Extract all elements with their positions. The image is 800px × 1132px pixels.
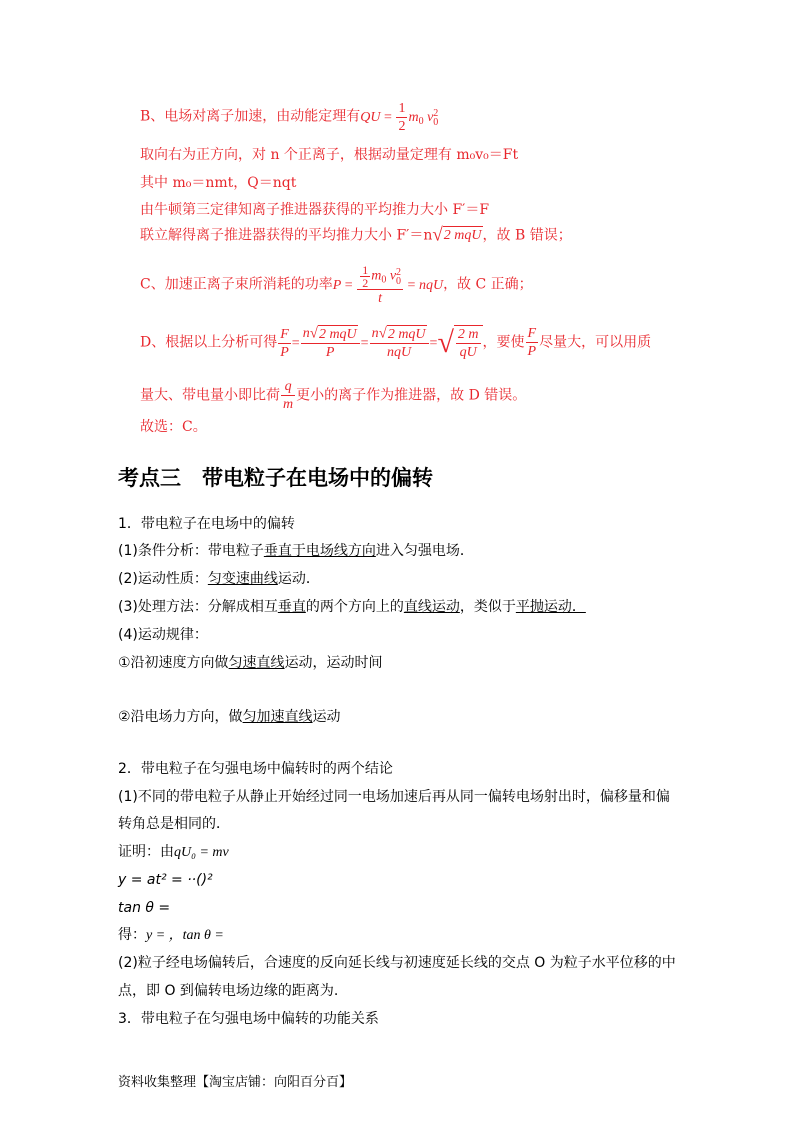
s1-law1-underlined: 匀速直线 — [228, 655, 285, 671]
sqrt-2mqU: √2 mqU — [432, 224, 482, 246]
f-over-p: $\frac{F}{P}$ — [527, 326, 537, 359]
s1-method-mid: 的两个方向上的 — [305, 599, 404, 615]
s2-conclusion1-line1: (1)不同的带电粒子从静止开始经过同一电场加速后再从同一偏转电场射出时，偏移量和偏 — [118, 789, 670, 805]
ratio-formula: $\frac{F}{P}$ = $\frac{\text{n√2 mqU}}{P}$ = $\frac{\text{n√2 mqU}}{\text{nqU}}$ =√ $\frac{2 m}{qU}$ — [277, 336, 482, 351]
s2-proof — [118, 843, 229, 862]
q-over-m: $\frac{q}{m}$ — [283, 379, 294, 412]
s1-method-underlined-1: 垂直 — [277, 599, 306, 615]
s1-nature-prefix: (2)运动性质： — [118, 571, 208, 587]
s1-law1-suffix: 运动，运动时间 — [284, 655, 383, 671]
s1-law2-underlined: 匀加速直线 — [242, 709, 313, 725]
s3-heading: 3．带电粒子在匀强电场中偏转的功能关系 — [118, 1011, 379, 1027]
section-title: 考点三 带电粒子在电场中的偏转 — [118, 466, 433, 490]
part-b-line5-prefix: 联立解得离子推进器获得的平均推力大小 F′＝n — [140, 227, 433, 244]
s1-method-prefix: (3)处理方法：分解成相互 — [118, 599, 278, 615]
s2-conclusion2-line2: 点，即 O 到偏转电场边缘的距离为. — [118, 983, 339, 999]
s1-law: (4)运动规律： — [118, 627, 208, 643]
part-b-line1-text: B、电场对离子加速，由动能定理有 — [140, 108, 361, 125]
part-d-line2 — [140, 378, 526, 413]
s2-heading: 2．带电粒子在匀强电场中偏转时的两个结论 — [118, 761, 393, 777]
s1-law1 — [118, 654, 383, 672]
s1-law2 — [118, 708, 341, 726]
part-d-line1 — [140, 325, 651, 361]
s1-law2-suffix: 运动 — [312, 709, 341, 725]
s2-tan-formula: tan θ = — [118, 900, 171, 916]
s1-cond-suffix: 进入匀强电场． — [375, 543, 474, 559]
footer-source: 资料收集整理【淘宝店铺：向阳百分百】 — [118, 1075, 353, 1090]
part-d-line2-prefix: 量大、带电量小即比荷 — [140, 387, 280, 404]
answer-line: 故选：C。 — [140, 419, 207, 435]
s1-condition — [118, 542, 474, 560]
s2-result-prefix: 得： — [118, 927, 146, 943]
part-b-line5 — [140, 226, 572, 245]
part-d-suffix: 尽量大，可以用质 — [539, 334, 652, 351]
s2-proof-prefix: 证明：由 — [118, 844, 174, 860]
s1-method — [118, 598, 586, 616]
part-c-line — [140, 264, 533, 307]
s1-method-underlined-2: 直线运动 — [403, 599, 460, 615]
part-c-prefix: C、加速正离子束所消耗的功率 — [140, 276, 333, 293]
s1-method-underlined-3: 平抛运动． — [515, 599, 586, 615]
s2-conclusion1-line2: 转角总是相同的． — [118, 816, 230, 832]
s1-method-mid2: ，类似于 — [459, 599, 516, 615]
power-formula: P = $\frac{1}{2}$ $m_0$ v 2 0 t = nqU — [332, 263, 444, 306]
part-b-line1 — [140, 100, 438, 135]
s1-cond-prefix: (1)条件分析：带电粒子 — [118, 543, 264, 559]
s1-nature-suffix: 运动． — [277, 571, 320, 587]
part-b-line4: 由牛顿第三定律知离子推进器获得的平均推力大小 F′＝F — [140, 202, 490, 218]
s1-heading: 1．带电粒子在电场中的偏转 — [118, 516, 295, 532]
s2-conclusion2-line1: (2)粒子经电场偏转后，合速度的反向延长线与初速度延长线的交点 O 为粒子水平位移的中 — [118, 955, 676, 971]
part-c-suffix: ，故 C 正确； — [443, 276, 533, 293]
s2-result-formula: y = ，tan θ = — [146, 928, 224, 943]
part-b-line2: 取向右为正方向，对 n 个正离子，根据动量定理有 m₀v₀＝Ft — [140, 147, 519, 163]
s1-nature — [118, 570, 320, 588]
s1-cond-underlined: 垂直于电场线方向 — [263, 543, 376, 559]
s1-nature-underlined: 匀变速曲线 — [207, 571, 278, 587]
part-b-line5-suffix: ，故 B 错误； — [482, 227, 572, 244]
s2-result — [118, 926, 224, 945]
s1-law2-prefix: ②沿电场力方向，做 — [118, 709, 243, 725]
part-d-prefix: D、根据以上分析可得 — [140, 334, 278, 351]
part-d-mid: ，要使 — [482, 334, 525, 351]
part-d-line2-suffix: 更小的离子作为推进器，故 D 错误。 — [296, 387, 527, 404]
part-b-line3: 其中 m₀＝nmt，Q＝nqt — [140, 175, 297, 191]
s1-law1-prefix: ①沿初速度方向做 — [118, 655, 229, 671]
s2-proof-formula: qU₀ = mv — [174, 845, 229, 860]
kinetic-energy-formula: QU = $\frac{1}{2}$ $m_0$ v 2 0 — [360, 101, 439, 134]
s2-y-formula: y = at² = ··()² — [118, 872, 213, 888]
